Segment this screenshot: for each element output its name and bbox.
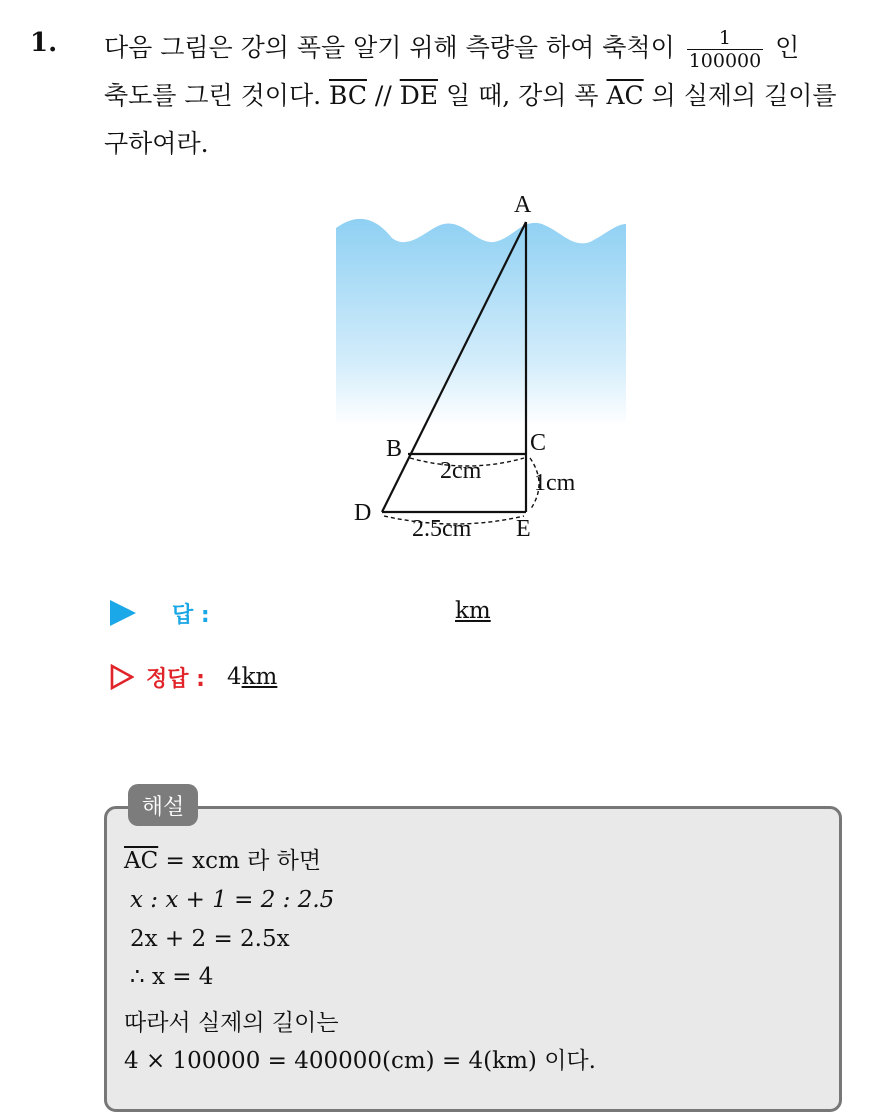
river-figure	[330, 186, 630, 556]
hollow-triangle-icon	[110, 664, 134, 690]
question-line-3: 구하여라.	[104, 129, 209, 158]
solution-line-3: 2x + 2 = 2.5x	[130, 926, 290, 952]
segment-de: $\overline{DE}$	[399, 81, 439, 110]
correct-answer-value: 4km	[226, 664, 278, 690]
solution-tab: 해설	[128, 784, 198, 826]
solution-line-4: ∴ x = 4	[130, 964, 214, 990]
label-c: C	[530, 430, 547, 456]
scale-fraction: $\frac{1}{100000}$	[688, 27, 762, 72]
answer-unit: km	[455, 598, 491, 624]
question-text	[104, 24, 864, 168]
answer-row	[110, 596, 210, 630]
length-de: 2.5cm	[412, 516, 472, 542]
segment-bc: $\overline{BC}$	[329, 81, 367, 110]
segment-ac: $\overline{AC}$	[606, 81, 644, 110]
river-water	[336, 219, 626, 426]
label-b: B	[386, 436, 403, 462]
solution-line-2: x : x + 1 = 2 : 2.5	[130, 887, 335, 913]
question-line-1: 다음 그림은 강의 폭을 알기 위해 측량을 하여 축척이 $\frac{1}{100000}$ 인	[104, 27, 800, 72]
correct-answer-label: 정답 :	[146, 666, 205, 692]
label-a: A	[514, 192, 532, 218]
length-ce: 1cm	[534, 470, 576, 496]
question-number: 1.	[30, 28, 58, 58]
label-e: E	[516, 516, 531, 542]
question-line-2: 축도를 그린 것이다. $\overline{BC} // \overline{DE}$ 일 때, 강의 폭 $\overline{AC}$ 의 실제의 길이를	[104, 81, 837, 110]
play-triangle-icon	[110, 600, 136, 626]
solution-line-6: 4 × 100000 = 400000(cm) = 4(km) 이다.	[124, 1048, 596, 1074]
correct-answer-row	[110, 660, 277, 694]
solution-line-1: $\overline{AC}$ = xcm 라 하면	[124, 848, 322, 874]
label-d: D	[354, 500, 372, 526]
length-bc: 2cm	[440, 458, 482, 484]
answer-label: 답 :	[172, 602, 210, 628]
solution-line-5: 따라서 실제의 길이는	[124, 1010, 339, 1036]
